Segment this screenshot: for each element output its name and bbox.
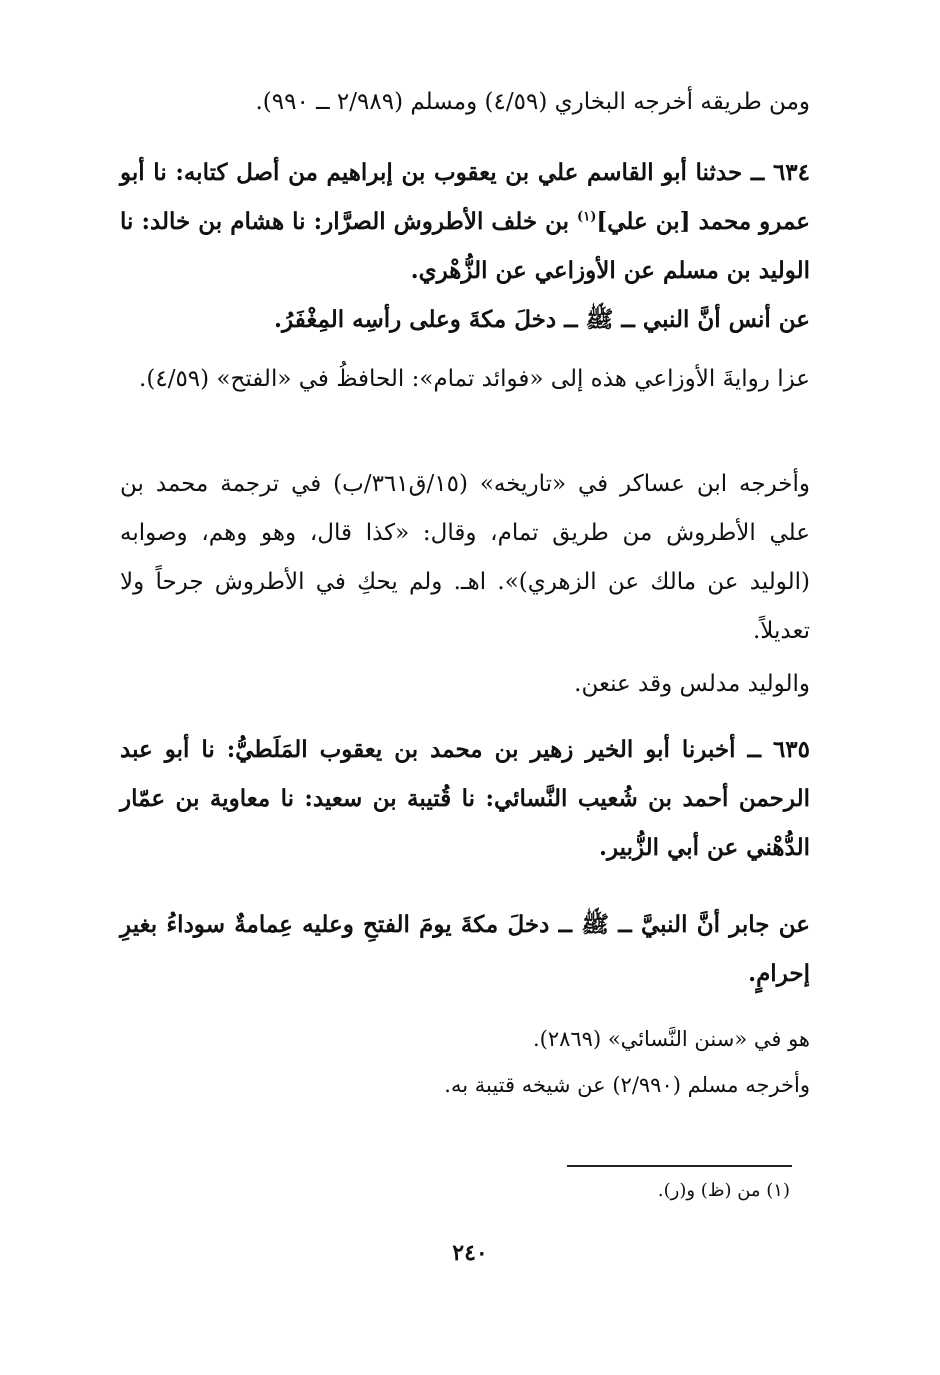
commentary-tadlis — [120, 660, 810, 709]
footnote-marker: (١) — [577, 209, 597, 225]
paragraph-text: عن أنس أنَّ النبي ــ ﷺ ــ دخلَ مكةَ وعلى رأسِه المِغْفَرُ. — [274, 306, 810, 333]
hadith-634-matn — [120, 295, 810, 344]
commentary-muslim-source — [120, 1066, 810, 1104]
hadith-635-isnad — [120, 725, 810, 872]
paragraph-text: ٦٣٤ ــ حدثنا أبو القاسم علي بن يعقوب بن إبراهيم من أصل كتابه: نا أبو عمرو محمد [بن علي] — [120, 159, 810, 235]
footnote: (١) من (ظ) و(ر). — [657, 1180, 790, 1201]
footnote-divider — [567, 1165, 792, 1167]
commentary-attribution — [120, 355, 810, 404]
paragraph-text: عزا روايةَ الأوزاعي هذه إلى «فوائد تمام»: الحافظُ في «الفتح» (٤/٥٩). — [139, 366, 810, 392]
page-number: ٢٤٠ — [452, 1240, 488, 1266]
paragraph-text: وأخرجه ابن عساكر في «تاريخه» (١٥/ق٣٦١/ب) في ترجمة محمد بن علي الأطروش من طريق تمام، وقال: «كذا قال، وهو وهم، وصوابه (الوليد عن مالك عن الزهري)». اهـ. ولم يحكِ في الأطروش جرحاً ولا تعديلاً. — [120, 471, 811, 644]
paragraph-text: عن جابر أنَّ النبيَّ ــ ﷺ ــ دخلَ مكةَ يومَ الفتحِ وعليه عِمامةٌ سوداءُ بغيرِ إحرامٍ. — [120, 911, 810, 987]
paragraph-text: وأخرجه مسلم (٢/٩٩٠) عن شيخه قتيبة به. — [444, 1073, 810, 1097]
commentary-ibn-asakir — [120, 460, 810, 656]
commentary-nasai-source — [120, 1020, 810, 1058]
paragraph-text-continued: بن خلف الأطروش الصرَّار: نا هشام بن خالد: نا الوليد بن مسلم عن الأوزاعي عن الزُّهْري. — [120, 208, 810, 284]
hadith-635-matn — [120, 900, 810, 998]
paragraph-intro-reference — [120, 78, 810, 127]
paragraph-text: ٦٣٥ ــ أخبرنا أبو الخير زهير بن محمد بن يعقوب المَلَطيُّ: نا أبو عبد الرحمن أحمد بن شُعيب النَّسائي: نا قُتيبة بن سعيد: نا معاوية بن عمّار الدُّهْني عن أبي الزُّبير. — [120, 736, 810, 861]
paragraph-text: والوليد مدلس وقد عنعن. — [574, 671, 810, 697]
paragraph-text: هو في «سنن النَّسائي» (٢٨٦٩). — [532, 1027, 810, 1051]
paragraph-text: ومن طريقه أخرجه البخاري (٤/٥٩) ومسلم (٢/٩٨٩ ــ ٩٩٠). — [255, 89, 810, 115]
hadith-634-isnad — [120, 148, 810, 295]
